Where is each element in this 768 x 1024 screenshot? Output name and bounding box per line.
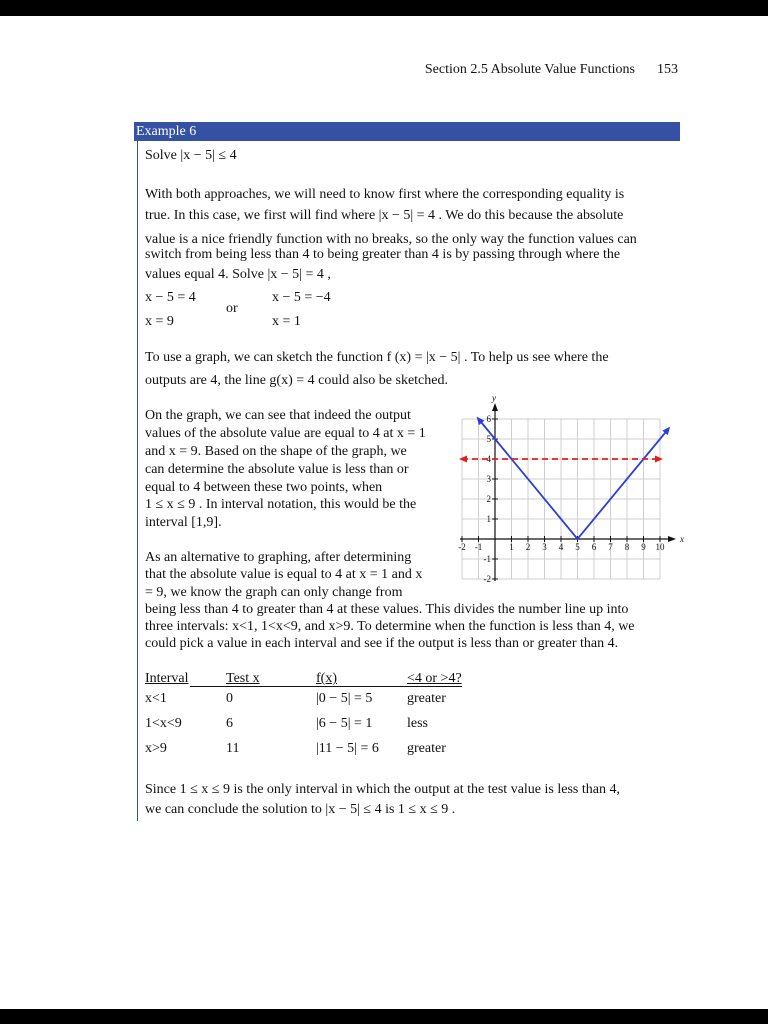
- y-tick-label: 3: [486, 474, 491, 484]
- x-tick-label: 1: [509, 542, 514, 552]
- para3-line3: and x = 9. Based on the shape of the graph, we: [145, 444, 407, 459]
- para4-line1: As an alternative to graphing, after determining: [145, 550, 412, 565]
- table-header-fx: f(x): [316, 671, 337, 686]
- table-cell: 0: [226, 691, 233, 706]
- absolute-value-graph: [458, 393, 706, 593]
- para3-line1: On the graph, we can see that indeed the output: [145, 408, 411, 423]
- table-cell: greater: [407, 741, 446, 756]
- x-axis-label: x: [680, 534, 684, 544]
- x-tick-label: 9: [641, 542, 646, 552]
- table-cell: 1<x<9: [145, 716, 182, 731]
- x-tick-label: 10: [655, 542, 665, 552]
- section-title: Section 2.5 Absolute Value Functions: [424, 62, 635, 77]
- x-tick-label: 2: [525, 542, 531, 552]
- x-tick-label: 8: [624, 542, 630, 552]
- para4-line2: that the absolute value is equal to 4 at x = 1 and x: [145, 567, 423, 582]
- table-cell: |0 − 5| = 5: [316, 691, 373, 706]
- table-cell: |6 − 5| = 1: [316, 716, 373, 731]
- y-tick-label: -1: [483, 554, 491, 564]
- para1-line3: value is a nice friendly function with no breaks, so the only way the function values can: [145, 232, 637, 247]
- solve-statement: Solve |x − 5| ≤ 4: [145, 148, 237, 163]
- series-arrowhead: [655, 456, 663, 463]
- para1-line5: values equal 4. Solve |x − 5| = 4 ,: [145, 267, 331, 282]
- y-tick-label: 4: [486, 454, 491, 464]
- para3-line5: equal to 4 between these two points, when: [145, 480, 383, 495]
- y-tick-label: 2: [486, 494, 491, 504]
- equation-a2: x = 9: [145, 314, 174, 329]
- para1-line2: true. In this case, we first will find where |x − 5| = 4 . We do this because the absolute: [145, 208, 624, 223]
- top-status-bar: [0, 0, 768, 16]
- table-header-interval: Interval: [145, 671, 189, 686]
- y-tick-label: -2: [483, 574, 491, 584]
- x-tick-label: 5: [575, 542, 580, 552]
- para1-line1: With both approaches, we will need to know first where the corresponding equality is: [145, 187, 625, 202]
- y-axis-arrow: [492, 403, 498, 411]
- table-header-test-x: Test x: [226, 671, 260, 686]
- equation-a1: x − 5 = 4: [145, 290, 196, 305]
- equation-b2: x = 1: [272, 314, 301, 329]
- page-number: 153: [657, 62, 678, 77]
- para3-line6: 1 ≤ x ≤ 9 . In interval notation, this would be the: [145, 497, 417, 512]
- para2-line2: outputs are 4, the line g(x) = 4 could also be sketched.: [145, 373, 448, 388]
- table-cell: greater: [407, 691, 446, 706]
- x-tick-label: 4: [558, 542, 564, 552]
- para3-line4: can determine the absolute value is less than or: [145, 462, 409, 477]
- x-tick-label: 6: [591, 542, 597, 552]
- para1-line4: switch from being less than 4 to being greater than 4 is by passing through where the: [145, 247, 621, 262]
- equation-b1: x − 5 = −4: [272, 290, 331, 305]
- para4-line3: = 9, we know the graph can only change from: [145, 585, 403, 600]
- para4-line6: could pick a value in each interval and see if the output is less than or greater than 4.: [145, 636, 619, 651]
- x-tick-label: 3: [542, 542, 547, 552]
- page-header: [425, 62, 678, 78]
- table-header-rule: [190, 686, 462, 687]
- para3-line2: values of the absolute value are equal to 4 at x = 1: [145, 426, 426, 441]
- y-tick-label: 1: [486, 514, 491, 524]
- example-left-rule: [137, 141, 138, 821]
- y-tick-label: 5: [486, 434, 491, 444]
- x-axis-arrow: [668, 536, 676, 542]
- table-cell: less: [407, 716, 428, 731]
- bottom-bar: [0, 1009, 768, 1024]
- y-axis-label: y: [492, 393, 496, 403]
- table-cell: |11 − 5| = 6: [316, 741, 379, 756]
- table-header-compare: <4 or >4?: [407, 671, 462, 686]
- table-cell: 6: [226, 716, 233, 731]
- table-cell: x>9: [145, 741, 167, 756]
- x-tick-label: -1: [474, 542, 483, 552]
- x-tick-label: 7: [608, 542, 613, 552]
- series-arrowhead: [459, 456, 467, 463]
- equation-or: or: [226, 301, 238, 316]
- conclusion-line1: Since 1 ≤ x ≤ 9 is the only interval in which the output at the test value is less than 4,: [145, 782, 620, 797]
- x-tick-label: -2: [458, 542, 466, 552]
- table-cell: 11: [226, 741, 240, 756]
- y-tick-label: 6: [486, 414, 491, 424]
- conclusion-line2: we can conclude the solution to |x − 5| ≤ 4 is 1 ≤ x ≤ 9 .: [145, 802, 456, 817]
- para4-line5: three intervals: x<1, 1<x<9, and x>9. To determine when the function is less than 4, we: [145, 619, 635, 634]
- para3-line7: interval [1,9].: [145, 515, 222, 530]
- para4-line4: being less than 4 to greater than 4 at these values. This divides the number line up into: [145, 602, 629, 617]
- table-cell: x<1: [145, 691, 167, 706]
- para2-line1: To use a graph, we can sketch the function f (x) = |x − 5| . To help us see where the: [145, 350, 609, 365]
- example-title-bar: Example 6: [134, 122, 680, 141]
